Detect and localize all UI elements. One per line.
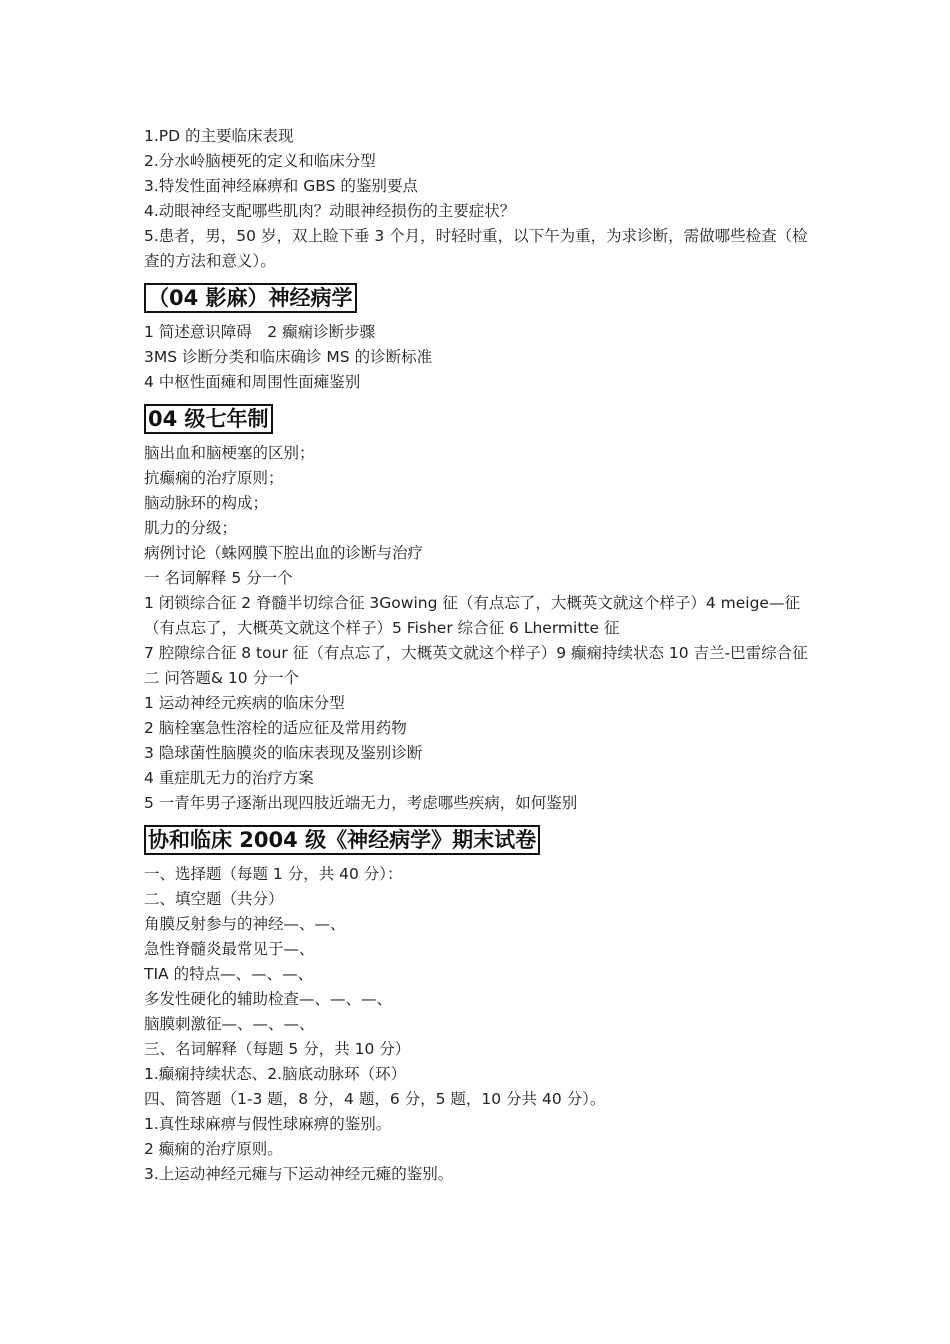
question-line: 1.PD 的主要临床表现 [144,127,294,145]
question-line: 一、选择题（每题 1 分，共 40 分）： [144,865,403,883]
section-04-seven-year [144,441,808,816]
question-line: 抗癫痫的治疗原则； [144,469,284,487]
question-line: 5 一青年男子逐渐出现四肢近端无力，考虑哪些疾病，如何鉴别 [144,794,578,812]
question-line: 1 简述意识障碍 2 癫痫诊断步骤 [144,323,376,341]
question-line: 3.上运动神经元瘫与下运动神经元瘫的鉴别。 [144,1165,454,1183]
question-line: 4 重症肌无力的治疗方案 [144,769,314,787]
question-line: 脑动脉环的构成； [144,494,269,512]
section-heading-04-seven-year: 04 级七年制 [144,404,273,434]
question-line: 脑出血和脑梗塞的区别； [144,444,315,462]
question-line: 脑膜刺激征—、—、—、 [144,1015,315,1033]
question-line: 1.癫痫持续状态、2.脑底动脉环（环） [144,1065,407,1083]
question-line: TIA 的特点—、—、—、 [144,965,314,983]
question-line: 病例讨论（蛛网膜下腔出血的诊断与治疗 [144,544,424,562]
document-body [144,124,808,1187]
section-pd-questions [144,124,808,274]
question-line: 1.真性球麻痹与假性球麻痹的鉴别。 [144,1115,392,1133]
question-line: 肌力的分级； [144,519,238,537]
question-line: 2 癫痫的治疗原则。 [144,1140,283,1158]
section-heading-pumc-2004-exam: 协和临床 2004 级《神经病学》期末试卷 [144,825,540,855]
question-line: 5.患者，男，50 岁，双上睑下垂 3 个月，时轻时重，以下午为重，为求诊断，需做哪些检查（检查的方法和意义）。 [144,227,808,270]
question-line: 一 名词解释 5 分一个 [144,569,293,587]
question-line: 3MS 诊断分类和临床确诊 MS 的诊断标准 [144,348,433,366]
question-line: 3 隐球菌性脑膜炎的临床表现及鉴别诊断 [144,744,423,762]
question-line: 4 中枢性面瘫和周围性面瘫鉴别 [144,373,361,391]
question-line: 三、名词解释（每题 5 分，共 10 分） [144,1040,411,1058]
question-line: 四、简答题（1-3 题，8 分，4 题，6 分，5 题，10 分共 40 分）。 [144,1090,606,1108]
question-line: 1 运动神经元疾病的临床分型 [144,694,345,712]
question-line: 2.分水岭脑梗死的定义和临床分型 [144,152,376,170]
question-line: 角膜反射参与的神经—、—、 [144,915,346,933]
question-line: 多发性硬化的辅助检查—、—、—、 [144,990,393,1008]
question-line: 4.动眼神经支配哪些肌肉？动眼神经损伤的主要症状？ [144,202,516,220]
question-line: 3.特发性面神经麻痹和 GBS 的鉴别要点 [144,177,418,195]
question-line: 二、填空题（共分） [144,890,284,908]
question-line: 1 闭锁综合征 2 脊髓半切综合征 3Gowing 征（有点忘了，大概英文就这个样子）4 meige—征（有点忘了，大概英文就这个样子）5 Fisher 综合征 6 Lhermitte 征 [144,594,800,637]
section-04-yingma [144,320,808,395]
section-pumc-2004-exam [144,862,808,1187]
section-heading-04-yingma: （04 影麻）神经病学 [144,283,357,313]
question-line: 7 腔隙综合征 8 tour 征（有点忘了，大概英文就这个样子）9 癫痫持续状态 10 吉兰-巴雷综合征 [144,644,808,662]
question-line: 二 问答题& 10 分一个 [144,669,300,687]
question-line: 2 脑栓塞急性溶栓的适应征及常用药物 [144,719,407,737]
question-line: 急性脊髓炎最常见于—、 [144,940,315,958]
